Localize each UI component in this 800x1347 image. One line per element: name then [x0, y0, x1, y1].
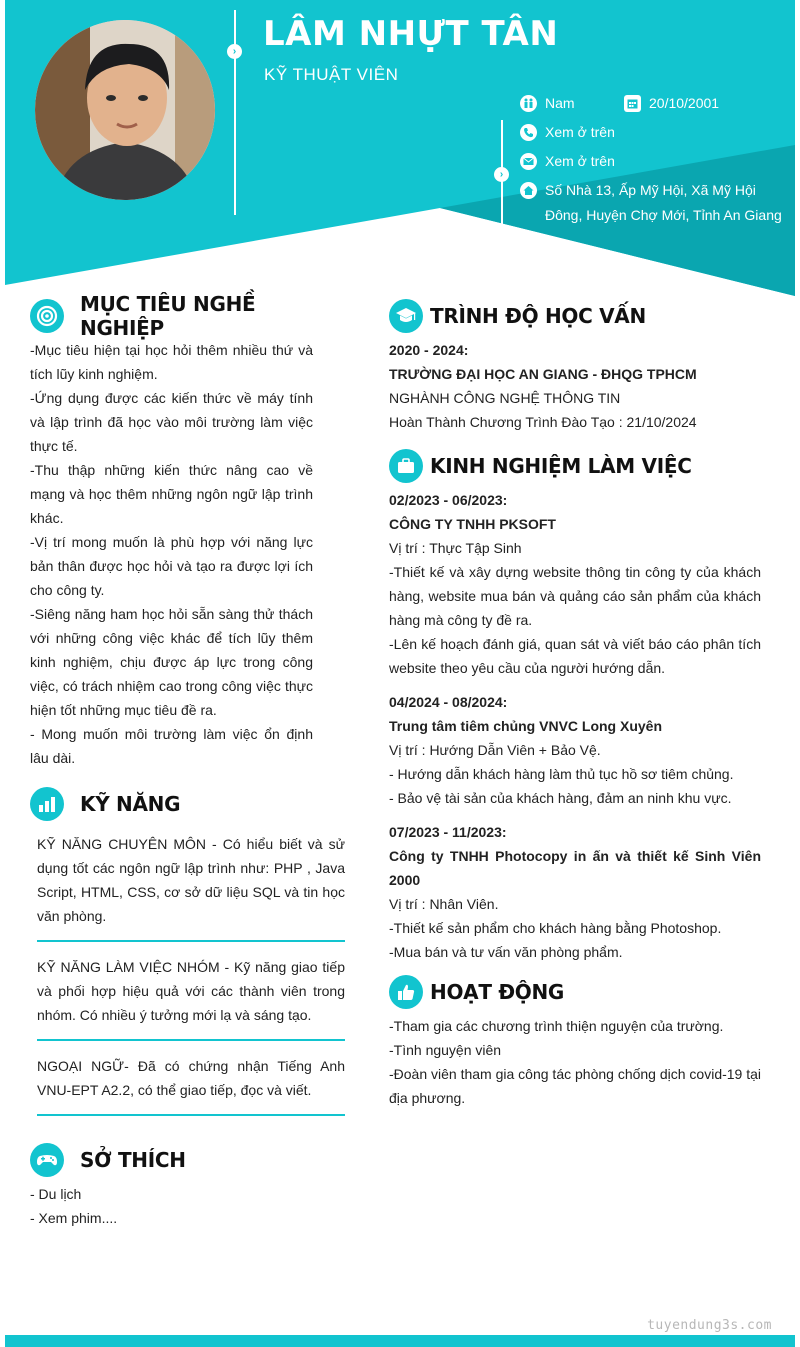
- chevron-right-icon: ›: [227, 44, 242, 59]
- education-details: [389, 338, 761, 434]
- skill-text: KỸ NĂNG CHUYÊN MÔN - Có hiểu biết và sử dụng tốt các ngôn ngữ lập trình như: PHP , Java Script, HTML, CSS, cơ sở dữ liệu SQL và tin học văn phòng.: [37, 836, 345, 924]
- experience-period: 04/2024 - 08/2024:: [389, 694, 508, 710]
- activities-title: HOẠT ĐỘNG: [430, 980, 565, 1004]
- experience-detail: - Bảo vệ tài sản của khách hàng, đảm an ninh khu vực.: [389, 790, 732, 806]
- objective-paragraph: -Siêng năng ham học hỏi sẵn sàng thử thách với những công việc khác để tích lũy thêm kinh nghiệm, chịu được áp lực trong công việc, có trách nhiệm cao trong công việc thực hiện tốt những mục tiêu đề ra.: [30, 606, 313, 718]
- header-divider: [234, 10, 236, 215]
- target-icon: [30, 299, 64, 333]
- gender-text: Nam: [545, 95, 575, 111]
- skill-item: [37, 955, 345, 1041]
- skill-item: [37, 832, 345, 942]
- skills-list: [30, 832, 345, 1116]
- skills-title: KỸ NĂNG: [80, 792, 181, 816]
- address-line-1: Số Nhà 13, Ấp Mỹ Hội, Xã Mỹ Hội: [545, 182, 756, 198]
- phone-text: Xem ở trên: [545, 124, 615, 140]
- experience-position: Vị trí : Nhân Viên.: [389, 896, 499, 912]
- experience-period: 07/2023 - 11/2023:: [389, 824, 507, 840]
- watermark: tuyendung3s.com: [647, 1318, 772, 1333]
- contact-birthday: [624, 91, 719, 116]
- experience-period: 02/2023 - 06/2023:: [389, 492, 508, 508]
- candidate-name: LÂM NHỰT TÂN: [263, 14, 559, 54]
- experience-list: [389, 488, 761, 964]
- hobby-item: - Xem phim....: [30, 1210, 118, 1226]
- skill-text: NGOẠI NGỮ- Đã có chứng nhận Tiếng Anh VNU-EPT A2.2, có thể giao tiếp, đọc và viết.: [37, 1058, 345, 1098]
- activities-list: [389, 1014, 761, 1110]
- objective-title: MỤC TIÊU NGHỀ NGHIỆP: [80, 292, 256, 340]
- objective-text: [30, 338, 313, 770]
- education-heading: [389, 298, 761, 334]
- experience-position: Vị trí : Hướng Dẫn Viên + Bảo Vệ.: [389, 742, 601, 758]
- objective-paragraph: -Thu thập những kiến thức nâng cao về mạng và học thêm những ngôn ngữ lập trình khác.: [30, 462, 313, 526]
- skill-text: KỸ NĂNG LÀM VIỆC NHÓM - Kỹ năng giao tiếp và phối hợp hiệu quả với các thành viên trong nhóm. Có nhiều ý tưởng mới lạ và sáng tạo.: [37, 959, 345, 1023]
- job-title: KỸ THUẬT VIÊN: [264, 65, 399, 84]
- gamepad-icon: [30, 1143, 64, 1177]
- graduation-cap-icon: [389, 299, 423, 333]
- contact-email: [520, 149, 615, 174]
- major: NGHÀNH CÔNG NGHỆ THÔNG TIN: [389, 390, 621, 406]
- thumbs-up-icon: [389, 975, 423, 1009]
- phone-icon: [520, 124, 537, 141]
- footer-bar: [5, 1335, 795, 1347]
- experience-company: CÔNG TY TNHH PKSOFT: [389, 516, 556, 532]
- experience-heading: [389, 448, 761, 484]
- address-line-2: Đông, Huyện Chợ Mới, Tỉnh An Giang: [545, 207, 782, 223]
- hobby-item: - Du lịch: [30, 1186, 82, 1202]
- hobbies-list: [30, 1182, 315, 1230]
- briefcase-icon: [389, 449, 423, 483]
- hobbies-heading: [30, 1142, 315, 1178]
- experience-company: Trung tâm tiêm chủng VNVC Long Xuyên: [389, 718, 663, 734]
- experience-detail: -Thiết kế và xây dựng website thông tin công ty của khách hàng, website mua bán và quảng cáo sản phẩm của khách hàng mà công ty đề ra.: [389, 564, 761, 628]
- bar-chart-icon: [30, 787, 64, 821]
- education-status: Hoàn Thành Chương Trình Đào Tạo : 21/10/2024: [389, 414, 697, 430]
- home-icon: [520, 182, 537, 199]
- education-title: TRÌNH ĐỘ HỌC VẤN: [430, 304, 646, 328]
- experience-item: [389, 820, 761, 964]
- experience-company: Công ty TNHH Photocopy in ấn và thiết kế Sinh Viên 2000: [389, 848, 761, 888]
- hobbies-title: SỞ THÍCH: [80, 1148, 186, 1172]
- objective-paragraph: - Mong muốn môi trường làm việc ổn định lâu dài.: [30, 726, 313, 766]
- chevron-right-icon: ›: [494, 167, 509, 182]
- experience-detail: -Thiết kế sản phẩm cho khách hàng bằng Photoshop.: [389, 920, 722, 936]
- objective-paragraph: -Mục tiêu hiện tại học hỏi thêm nhiều thứ và tích lũy kinh nghiệm.: [30, 342, 313, 382]
- avatar: [35, 20, 215, 200]
- experience-position: Vị trí : Thực Tập Sinh: [389, 540, 522, 556]
- activity-item: -Tình nguyện viên: [389, 1042, 502, 1058]
- experience-item: [389, 488, 761, 680]
- calendar-icon: [624, 95, 641, 112]
- email-text: Xem ở trên: [545, 153, 615, 169]
- contact-phone: [520, 120, 615, 145]
- activities-heading: [389, 974, 761, 1010]
- objective-paragraph: -Vị trí mong muốn là phù hợp với năng lực bản thân được học hỏi và tạo ra được lợi ích cho công ty.: [30, 534, 313, 598]
- experience-item: [389, 690, 761, 810]
- birthday-text: 20/10/2001: [649, 95, 720, 111]
- objective-paragraph: -Ứng dụng được các kiến thức về máy tính và lập trình đã học vào môi trường làm việc thực tế.: [30, 390, 313, 454]
- objective-heading: [30, 292, 315, 340]
- experience-detail: -Mua bán và tư vấn văn phòng phẩm.: [389, 944, 623, 960]
- activity-item: -Tham gia các chương trình thiện nguyện của trường.: [389, 1018, 724, 1034]
- gender-icon: [520, 95, 537, 112]
- right-column: [389, 298, 761, 1110]
- experience-title: KINH NGHIỆM LÀM VIỆC: [430, 454, 692, 478]
- education-period: 2020 - 2024:: [389, 342, 469, 358]
- experience-detail: -Lên kế hoạch đánh giá, quan sát và viết báo cáo phân tích website theo yêu cầu của người hướng dẫn.: [389, 636, 761, 676]
- activity-item: -Đoàn viên tham gia công tác phòng chống dịch covid-19 tại địa phương.: [389, 1066, 762, 1106]
- contact-address: [520, 178, 782, 228]
- school-name: TRƯỜNG ĐẠI HỌC AN GIANG - ĐHQG TPHCM: [389, 366, 697, 382]
- skills-heading: [30, 786, 315, 822]
- left-column: [30, 292, 345, 1230]
- experience-detail: - Hướng dẫn khách hàng làm thủ tục hồ sơ tiêm chủng.: [389, 766, 734, 782]
- email-icon: [520, 153, 537, 170]
- contact-gender: [520, 91, 575, 116]
- skill-item: [37, 1054, 345, 1116]
